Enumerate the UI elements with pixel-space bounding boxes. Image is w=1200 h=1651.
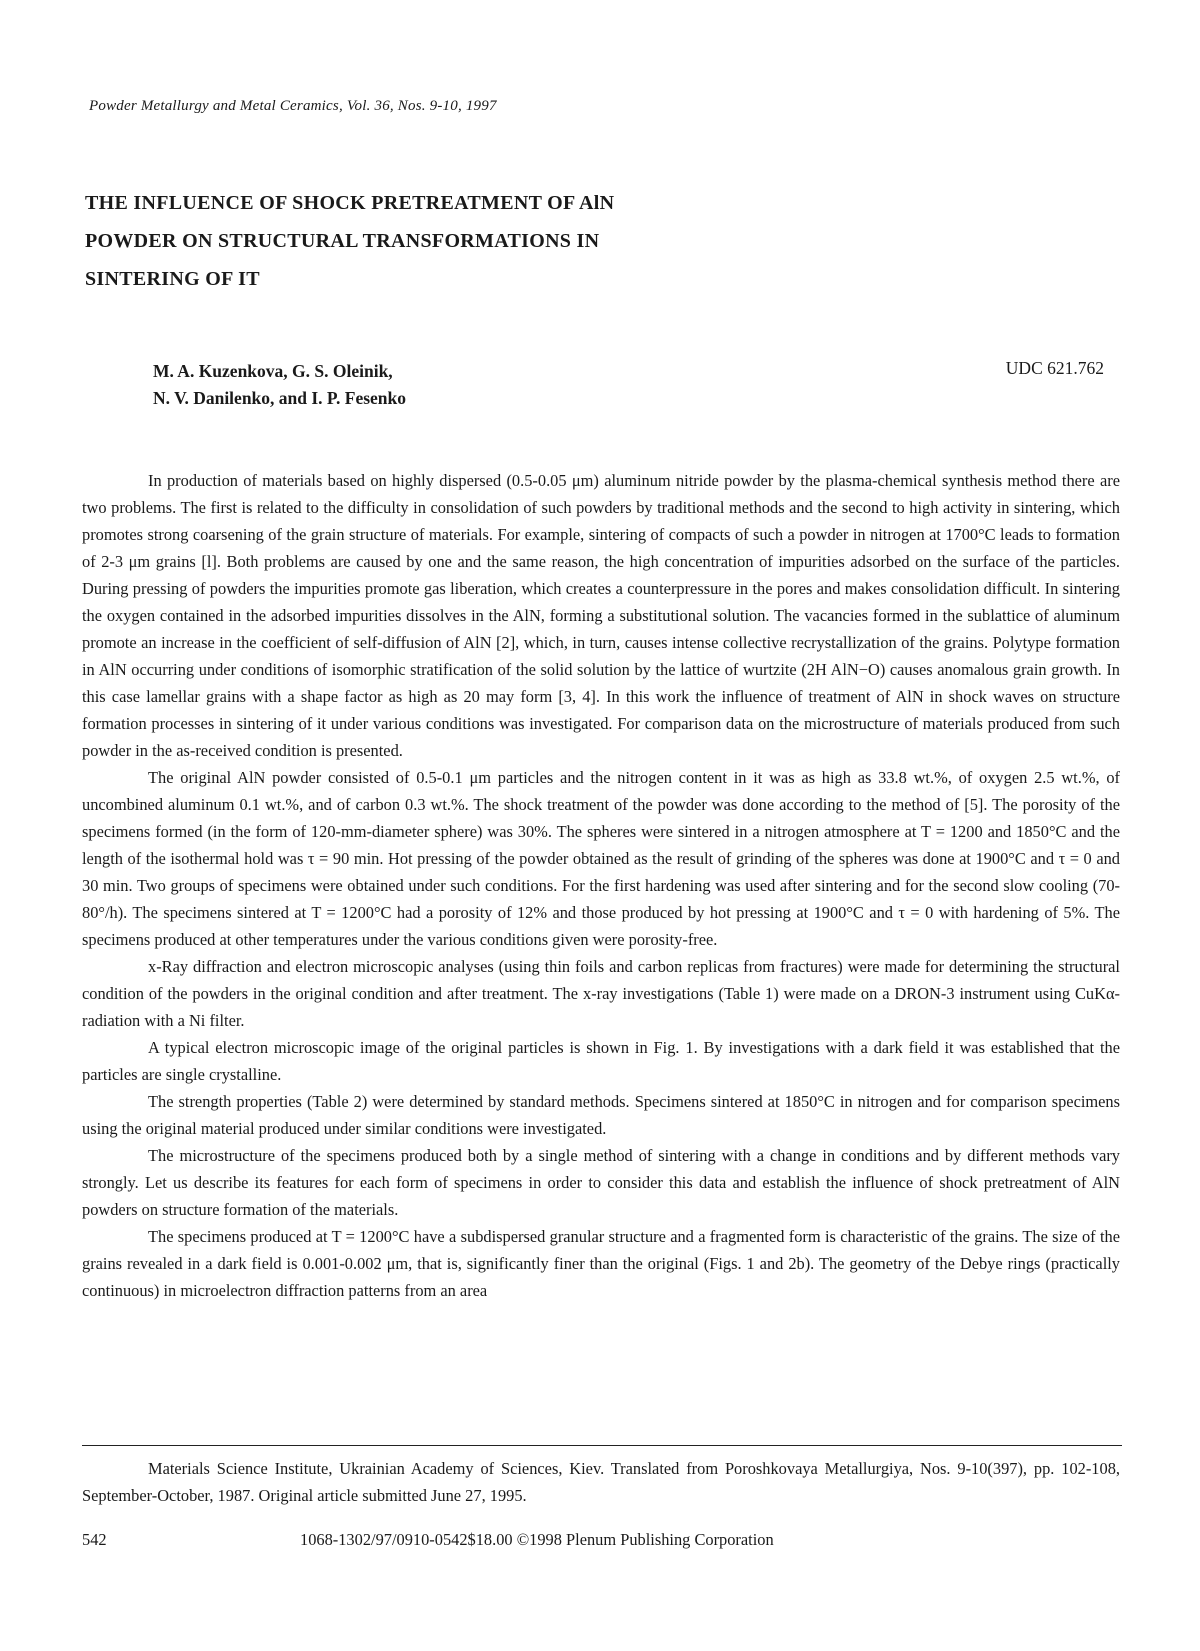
- page-number: 542: [82, 1530, 107, 1549]
- affiliation-footnote: Materials Science Institute, Ukrainian Academy of Sciences, Kiev. Translated from Poroshkovaya Metallurgiya, Nos. 9-10(397), pp. 102-108, September-October, 1987. Original article submitted June 27, 1995.: [82, 1459, 1120, 1505]
- body-paragraph: In production of materials based on highly dispersed (0.5-0.05 μm) aluminum nitride powder by the plasma-chemical synthesis method there are two problems. The first is related to the difficulty in consolidation of such powders by traditional methods and the second to high activity in sintering, which promotes strong coarsening of the grain structure of materials. For example, sintering of compacts of such a powder in nitrogen at 1700°C leads to formation of 2-3 μm grains [l]. Both problems are caused by one and the same reason, the high concentration of impurities adsorbed on the surface of the particles. During pressing of powders the impurities promote gas liberation, which creates a counterpressure in the pores and makes consolidation difficult. In sintering the oxygen contained in the adsorbed impurities dissolves in the AlN, forming a substitutional solution. The vacancies formed in the sublattice of aluminum promote an increase in the coefficient of self-diffusion of AlN [2], which, in turn, causes intense collective recrystallization of the grains. Polytype formation in AlN occurring under conditions of isomorphic stratification of the solid solution by the lattice of wurtzite (2H AlN−O) causes anomalous grain growth. In this case lamellar grains with a shape factor as high as 20 may form [3, 4]. In this work the influence of treatment of AlN in shock waves on structure formation processes in sintering of it under various conditions was investigated. For comparison data on the microstructure of materials produced from such powder in the as-received condition is presented.: [82, 471, 1120, 760]
- author-list: [153, 358, 406, 412]
- body-paragraph: x-Ray diffraction and electron microscopic analyses (using thin foils and carbon replicas from fractures) were made for determining the structural condition of the powders in the original condition and after treatment. The x-ray investigations (Table 1) were made on a DRON-3 instrument using CuKα-radiation with a Ni filter.: [82, 957, 1120, 1030]
- article-body: [82, 467, 1120, 1304]
- article-title: [85, 184, 805, 298]
- body-paragraph: The original AlN powder consisted of 0.5-0.1 μm particles and the nitrogen content in it was as high as 33.8 wt.%, of oxygen 2.5 wt.%, of uncombined aluminum 0.1 wt.%, and of carbon 0.3 wt.%. The shock treatment of the powder was done according to the method of [5]. The porosity of the specimens formed (in the form of 120-mm-diameter sphere) was 30%. The spheres were sintered in a nitrogen atmosphere at T = 1200 and 1850°C and the length of the isothermal hold was τ = 90 min. Hot pressing of the powder obtained as the result of grinding of the spheres was done at 1900°C and τ = 0 and 30 min. Two groups of specimens were obtained under such conditions. For the first hardening was used after sintering and for the second slow cooling (70-80°/h). The specimens sintered at T = 1200°C had a porosity of 12% and those produced by hot pressing at 1900°C and τ = 0 with hardening of 5%. The specimens produced at other temperatures under the various conditions given were porosity-free.: [82, 768, 1120, 949]
- body-paragraph: The strength properties (Table 2) were determined by standard methods. Specimens sintered at 1850°C in nitrogen and for comparison specimens using the original material produced under similar conditions were investigated.: [82, 1092, 1120, 1138]
- title-line-1: THE INFLUENCE OF SHOCK PRETREATMENT OF AlN: [85, 192, 615, 214]
- authors-line-2: N. V. Danilenko, and I. P. Fesenko: [153, 388, 407, 408]
- title-line-2: POWDER ON STRUCTURAL TRANSFORMATIONS IN: [85, 230, 600, 252]
- authors-line-1: M. A. Kuzenkova, G. S. Oleinik,: [153, 361, 393, 381]
- udc-code: UDC 621.762: [1005, 358, 1104, 378]
- journal-header: Powder Metallurgy and Metal Ceramics, Vol. 36, Nos. 9-10, 1997: [89, 98, 497, 114]
- body-paragraph: The microstructure of the specimens produced both by a single method of sintering with a change in conditions and by different methods vary strongly. Let us describe its features for each form of specimens in order to consider this data and establish the influence of shock pretreatment of AlN powders on structure formation of the materials.: [82, 1146, 1120, 1219]
- title-line-3: SINTERING OF IT: [85, 268, 260, 290]
- footnote-divider: [82, 1445, 1122, 1446]
- body-paragraph: The specimens produced at T = 1200°C have a subdispersed granular structure and a fragmented form is characteristic of the grains. The size of the grains revealed in a dark field is 0.001-0.002 μm, that is, significantly finer than the original (Figs. 1 and 2b). The geometry of the Debye rings (practically continuous) in microelectron diffraction patterns from an area: [82, 1227, 1120, 1300]
- body-paragraph: A typical electron microscopic image of the original particles is shown in Fig. 1. By investigations with a dark field it was established that the particles are single crystalline.: [82, 1038, 1120, 1084]
- copyright-line: 1068-1302/97/0910-0542$18.00 ©1998 Plenum Publishing Corporation: [300, 1530, 774, 1549]
